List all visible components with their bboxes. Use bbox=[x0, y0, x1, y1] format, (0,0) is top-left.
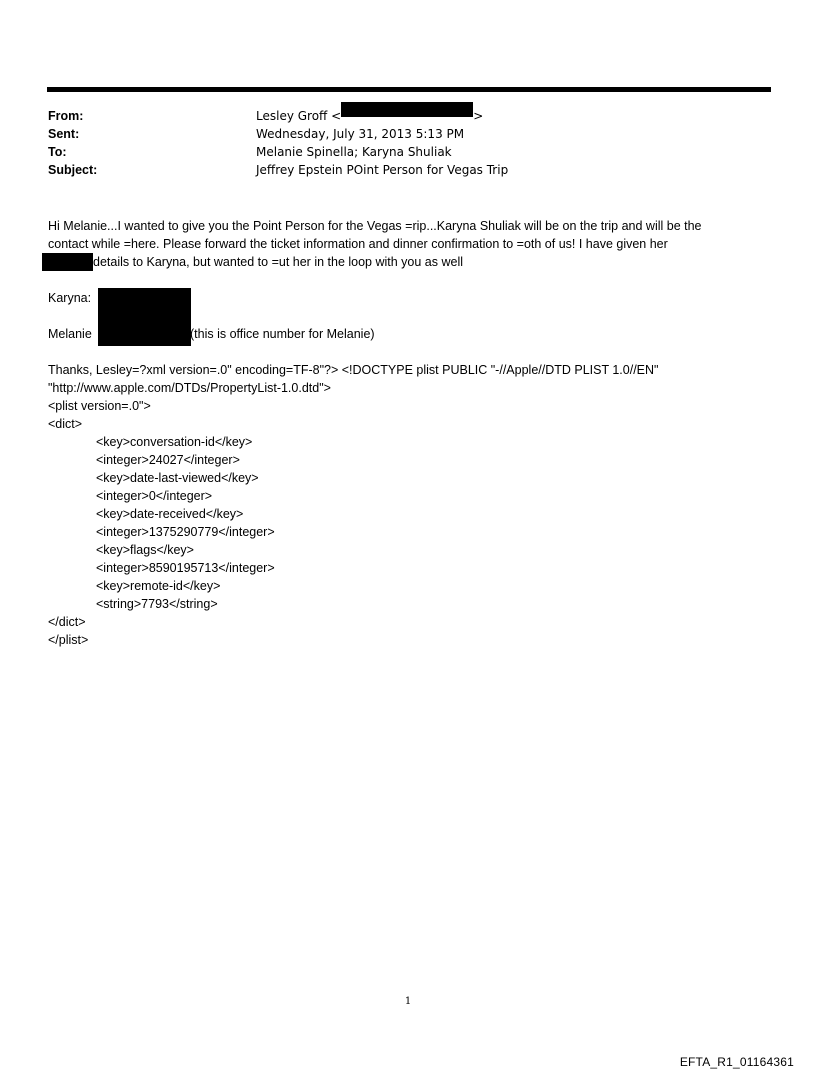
from-value-end: > bbox=[473, 109, 484, 123]
redaction-block bbox=[341, 102, 473, 117]
from-value bbox=[256, 107, 483, 125]
melanie-note: (this is office number for Melanie) bbox=[190, 327, 375, 341]
code-line: <integer>24027</integer> bbox=[96, 453, 240, 467]
body-line-text: details to Karyna, but wanted to =ut her in the loop with you as well bbox=[93, 255, 464, 269]
sent-label: Sent: bbox=[48, 127, 80, 141]
code-line: <key>remote-id</key> bbox=[96, 579, 221, 593]
code-line: <key>conversation-id</key> bbox=[96, 435, 253, 449]
to-row bbox=[48, 143, 748, 161]
from-label: From: bbox=[48, 109, 84, 123]
karyna-line bbox=[48, 289, 768, 307]
sent-value: Wednesday, July 31, 2013 5:13 PM bbox=[256, 127, 465, 141]
body-line bbox=[48, 253, 768, 271]
subject-value: Jeffrey Epstein POint Person for Vegas Trip bbox=[256, 163, 509, 177]
plist-dict bbox=[48, 433, 768, 613]
sent-row bbox=[48, 125, 748, 143]
redaction-block bbox=[42, 253, 93, 271]
page-number: 1 bbox=[404, 996, 412, 1007]
email-body bbox=[48, 217, 768, 649]
code-line: <key>date-received</key> bbox=[96, 507, 244, 521]
code-line: <integer>1375290779</integer> bbox=[96, 525, 275, 539]
to-value: Melanie Spinella; Karyna Shuliak bbox=[256, 145, 452, 159]
subject-label: Subject: bbox=[48, 163, 98, 177]
body-line: Hi Melanie...I wanted to give you the Point Person for the Vegas =rip...Karyna Shuliak will be on the trip and will be the bbox=[48, 219, 702, 233]
karyna-label: Karyna: bbox=[48, 291, 92, 305]
from-row bbox=[48, 107, 748, 125]
from-name: Lesley Groff < bbox=[256, 109, 342, 123]
body-line: contact while =here. Please forward the ticket information and dinner confirmation to =oth of us! I have given her bbox=[48, 237, 668, 251]
code-line: "http://www.apple.com/DTDs/PropertyList-1.0.dtd"> bbox=[48, 381, 331, 395]
code-line: <integer>8590195713</integer> bbox=[96, 561, 275, 575]
subject-row bbox=[48, 161, 748, 179]
code-line: <key>flags</key> bbox=[96, 543, 194, 557]
code-line: </dict> bbox=[48, 615, 86, 629]
email-header bbox=[48, 107, 748, 179]
plist-closing bbox=[48, 613, 768, 649]
melanie-line bbox=[48, 325, 768, 343]
code-line: <plist version=.0"> bbox=[48, 399, 151, 413]
code-line: <string>7793</string> bbox=[96, 597, 218, 611]
code-line: </plist> bbox=[48, 633, 89, 647]
code-line: <dict> bbox=[48, 417, 83, 431]
melanie-label: Melanie bbox=[48, 327, 92, 341]
code-line: Thanks, Lesley=?xml version=.0" encoding=TF-8"?> <!DOCTYPE plist PUBLIC "-//Apple//DTD PLIST 1.0//EN" bbox=[48, 363, 659, 377]
plist-header bbox=[48, 361, 768, 433]
code-line: <integer>0</integer> bbox=[96, 489, 213, 503]
bates-number: EFTA_R1_01164361 bbox=[679, 1055, 794, 1069]
code-line: <key>date-last-viewed</key> bbox=[96, 471, 259, 485]
to-label: To: bbox=[48, 145, 67, 159]
header-rule bbox=[47, 87, 771, 92]
